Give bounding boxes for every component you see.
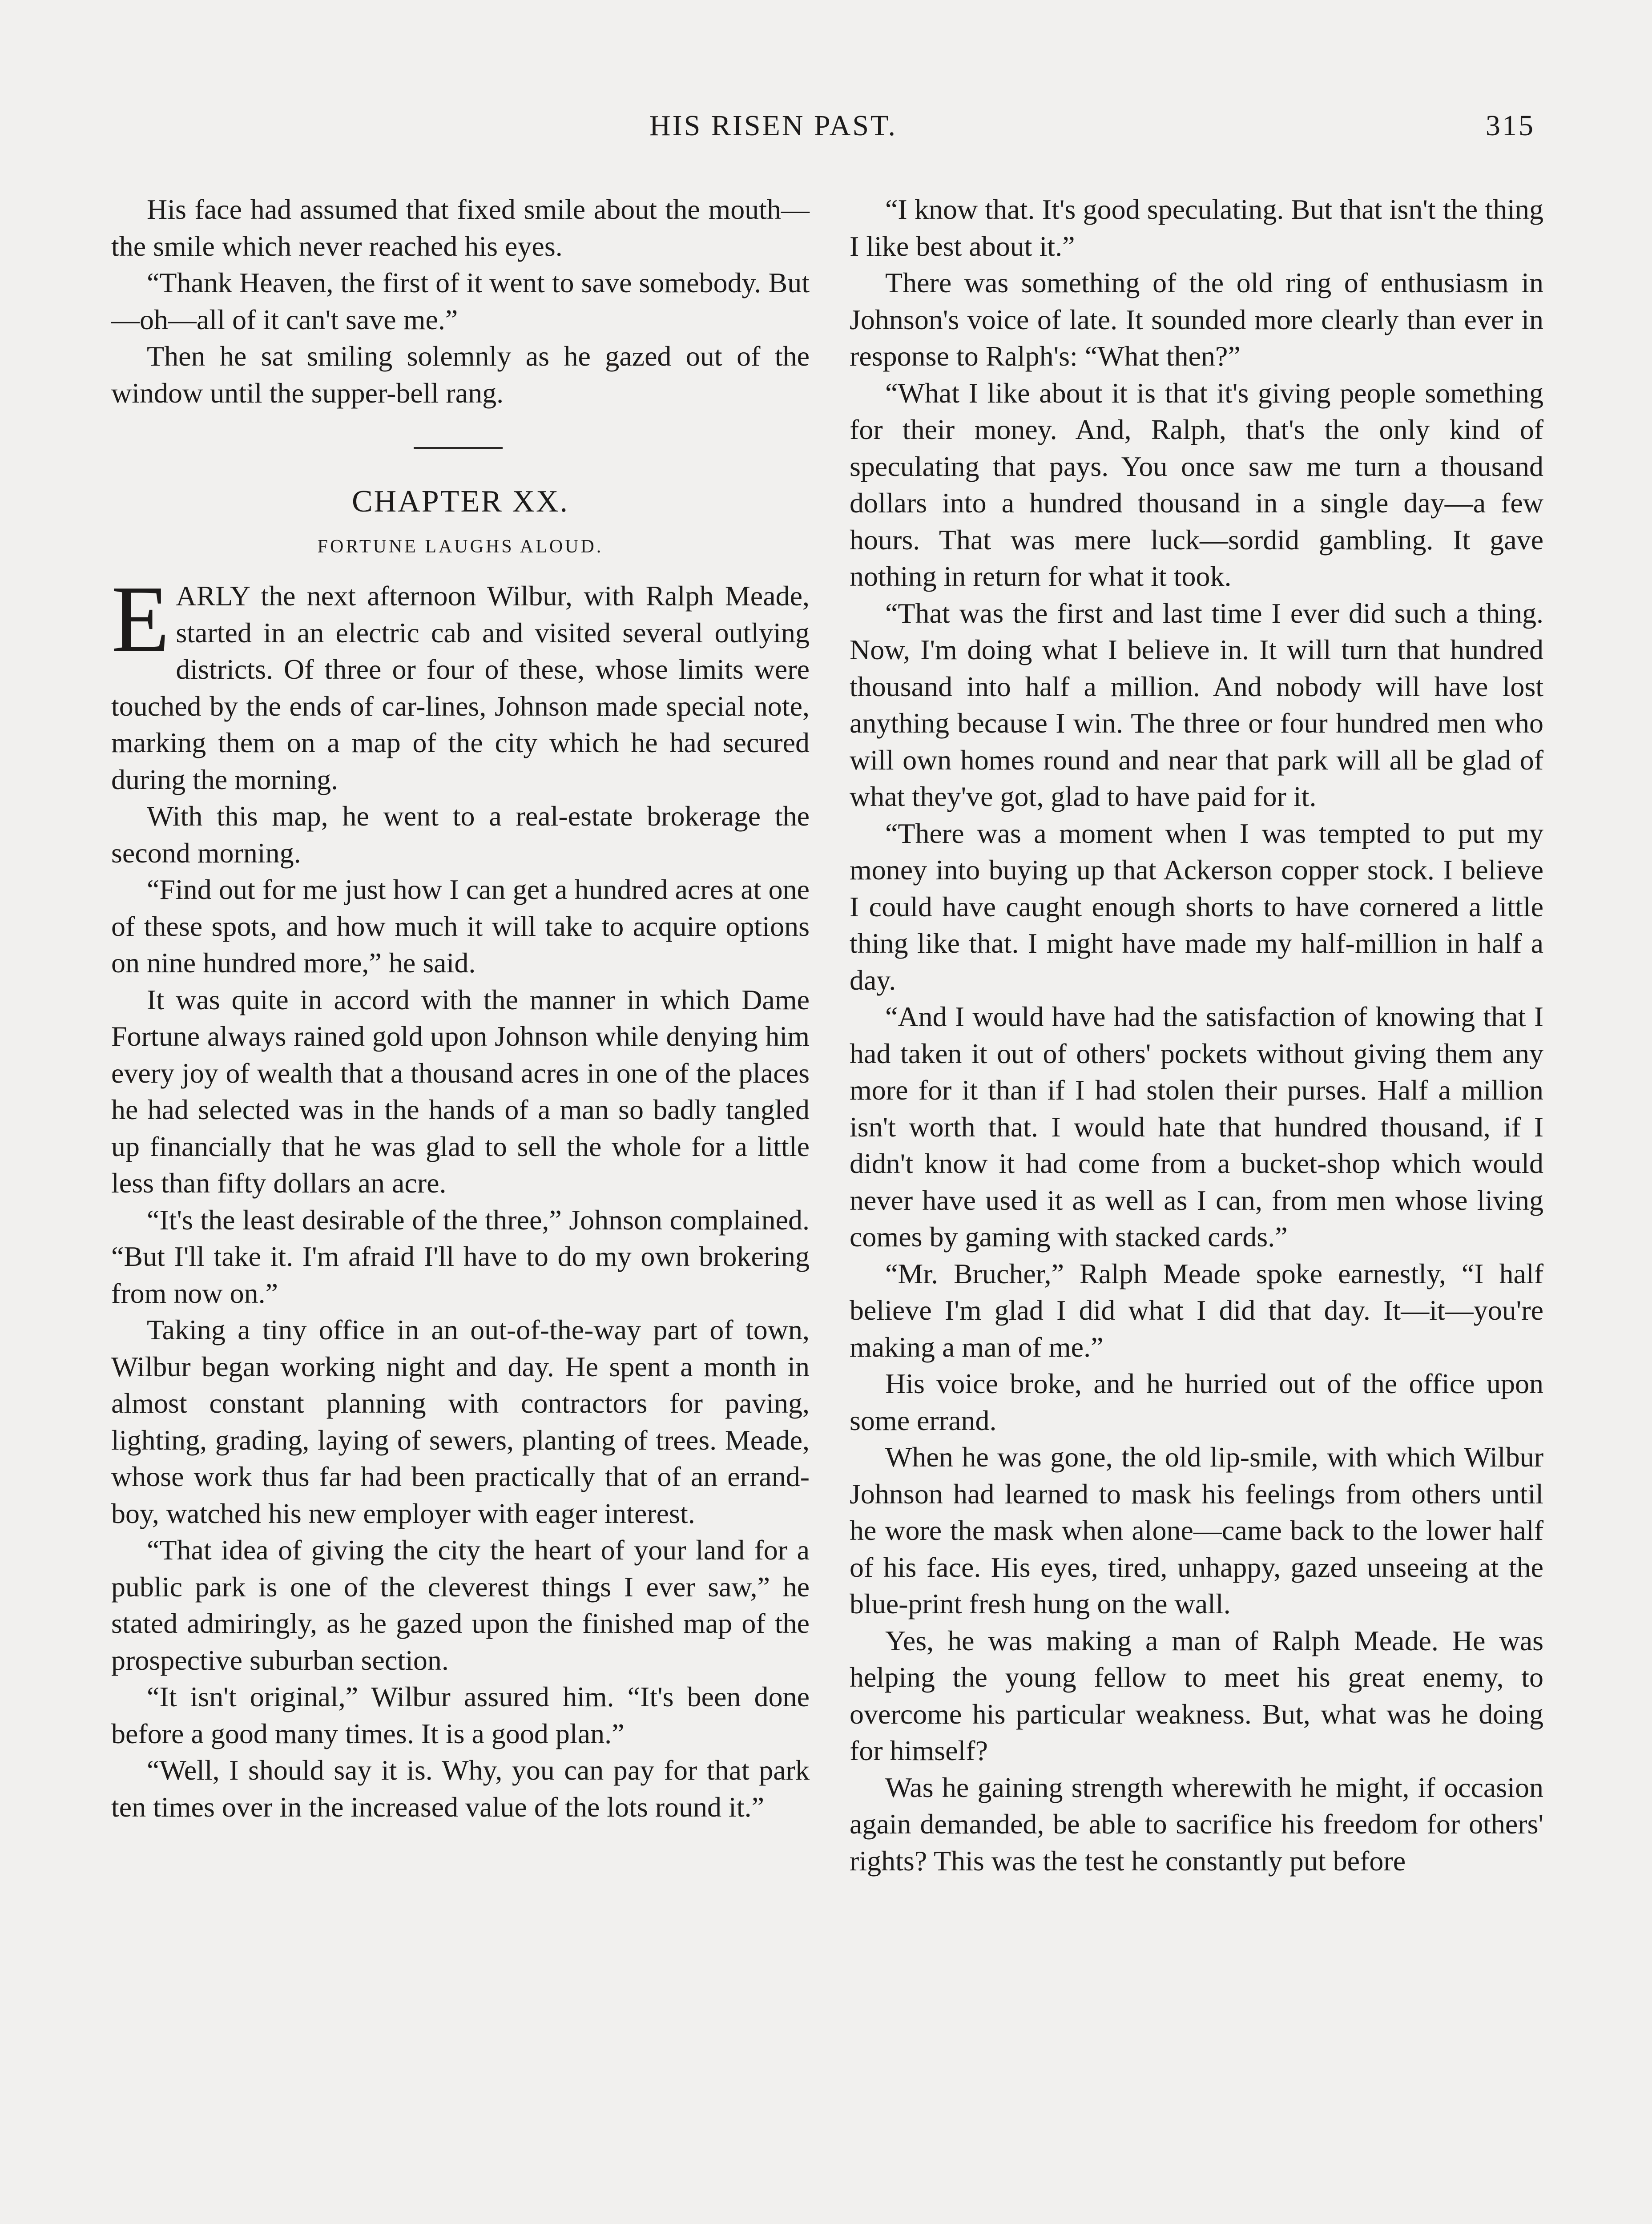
paragraph: Was he gaining strength wherewith he might, if occasion again demanded, be able to sacrifice his freedom for others' rights? This was the test he constantly put before [850, 1771, 1543, 1877]
paragraph: Taking a tiny office in an out-of-the-way part of town, Wilbur began working night and day. He spent a month in almost constant planning with contractors for paving, lighting, grading, laying of sewers, planting of trees. Meade, whose work thus far had been practically that of an errand-boy, watched his new employer with eager interest. [111, 1314, 810, 1529]
paragraph: “Thank Heaven, the first of it went to save somebody. But—oh—all of it can't save me.” [111, 267, 810, 335]
paragraph: His face had assumed that fixed smile about the mouth—the smile which never reached his eyes. [111, 193, 810, 262]
paragraph: Yes, he was making a man of Ralph Meade. He was helping the young fellow to meet his great enemy, to overcome his particular weakness. But, what was he doing for himself? [850, 1624, 1543, 1766]
paragraph: With this map, he went to a real-estate brokerage the second morning. [111, 800, 810, 869]
divider-rule [414, 447, 503, 449]
paragraph: “What I like about it is that it's giving people something for their money. And, Ralph, that's the only kind of speculating that pays. You once saw me turn a thousand dollars into a hundred thousand in a single day—a few hours. That was mere luck—sordid gambling. It gave nothing in return for what it took. [850, 377, 1543, 592]
paragraph: “I know that. It's good speculating. But that isn't the thing I like best about it.” [850, 193, 1543, 262]
paragraph: When he was gone, the old lip-smile, with which Wilbur Johnson had learned to mask his feelings from others until he wore the mask when alone—came back to the lower half of his face. His eyes, tired, unhappy, gazed unseeing at the blue-print fresh hung on the wall. [850, 1441, 1543, 1620]
paragraph: His voice broke, and he hurried out of the office upon some errand. [850, 1368, 1543, 1436]
paragraph: “That idea of giving the city the heart of your land for a public park is one of the cleverest things I ever saw,” he stated admiringly, as he gazed upon the finished map of the prospective suburban section. [111, 1534, 810, 1676]
right-column [850, 191, 1543, 1879]
drop-cap: E [111, 566, 170, 672]
paragraph: “It's the least desirable of the three,” Johnson complained. “But I'll take it. I'm afraid I'll have to do my own brokering from now on.” [111, 1204, 810, 1309]
paragraph: “It isn't original,” Wilbur assured him. “It's been done before a good many times. It is a good plan.” [111, 1681, 810, 1749]
opening-paragraph [111, 566, 810, 798]
section-divider [111, 411, 810, 474]
opening-paragraph-text: ARLY the next afternoon Wilbur, with Ralph Meade, started in an electric cab and visited several outlying districts. Of three or four of these, whose limits were touched by the ends of car-lines, Johnson made special note, marking them on a map of the city which he had secured during the morning. [111, 580, 810, 795]
paragraph: “And I would have had the satisfaction of knowing that I had taken it out of others' pockets without giving them any more for it than if I had stolen their purses. Half a million isn't worth that. I would hate that hundred thousand, if I didn't know it had come from a bucket-shop which would never have used it as well as I can, from men whose living comes by gaming with stacked cards.” [850, 1001, 1543, 1253]
chapter-title: CHAPTER XX. [351, 484, 569, 519]
left-column [111, 191, 810, 1825]
paragraph: Then he sat smiling solemnly as he gazed out of the window until the supper-bell rang. [111, 340, 810, 409]
paragraph: There was something of the old ring of enthusiasm in Johnson's voice of late. It sounded more clearly than ever in response to Ralph's: “What then?” [850, 267, 1543, 372]
running-title: HIS RISEN PAST. [649, 109, 897, 142]
paragraph: “Find out for me just how I can get a hundred acres at one of these spots, and how much it will take to acquire options on nine hundred more,” he said. [111, 874, 810, 979]
chapter-subtitle: FORTUNE LAUGHS ALOUD. [317, 536, 604, 557]
paragraph: “That was the first and last time I ever did such a thing. Now, I'm doing what I believe in. It will turn that hundred thousand into half a million. And nobody will have lost anything because I win. The three or four hundred men who will own homes round and near that park will all be glad of what they've got, glad to have paid for it. [850, 597, 1543, 812]
paragraph: “Mr. Brucher,” Ralph Meade spoke earnestly, “I half believe I'm glad I did what I did that day. It—it—you're making a man of me.” [850, 1257, 1543, 1363]
page-number: 315 [1486, 109, 1535, 142]
paragraph: “There was a moment when I was tempted to put my money into buying up that Ackerson copper stock. I believe I could have caught enough shorts to have cornered a little thing like that. I might have made my half-million in half a day. [850, 817, 1543, 996]
paragraph: “Well, I should say it is. Why, you can pay for that park ten times over in the increased value of the lots round it.” [111, 1754, 810, 1823]
paragraph: It was quite in accord with the manner in which Dame Fortune always rained gold upon Johnson while denying him every joy of wealth that a thousand acres in one of the places he had selected was in the hands of a man so badly tangled up financially that he was glad to sell the whole for a little less than fifty dollars an acre. [111, 983, 810, 1199]
